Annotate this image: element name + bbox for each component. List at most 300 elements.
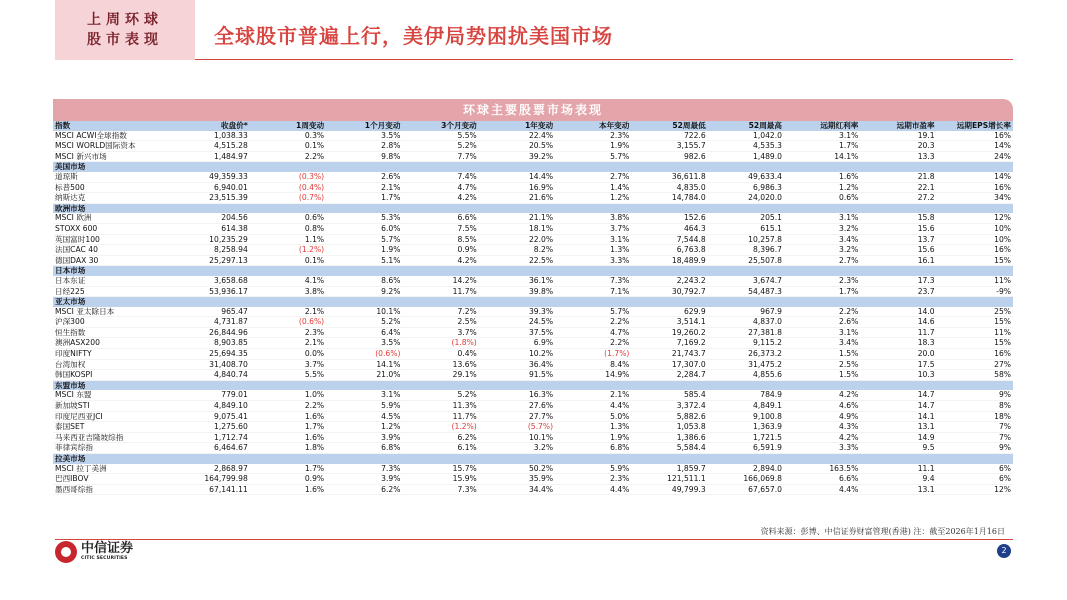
value-cell: 1.9%	[326, 245, 402, 256]
value-cell: 14.1%	[326, 359, 402, 370]
value-cell: 27.7%	[479, 411, 555, 422]
value-cell: 26,373.2	[708, 349, 784, 360]
value-cell: 91.5%	[479, 370, 555, 381]
value-cell: 205.1	[708, 213, 784, 223]
value-cell: 20.3	[860, 141, 936, 152]
value-cell: 1,042.0	[708, 131, 784, 141]
section-label: 欧洲市场	[53, 203, 1013, 213]
value-cell: 50.2%	[479, 464, 555, 474]
value-cell: (0.3%)	[250, 172, 326, 182]
value-cell: 6,591.9	[708, 443, 784, 454]
value-cell: 25,297.13	[174, 255, 250, 266]
value-cell: 2,284.7	[631, 370, 707, 381]
value-cell: 21.6%	[479, 193, 555, 204]
value-cell: 8,396.7	[708, 245, 784, 256]
value-cell: 614.38	[174, 223, 250, 234]
value-cell: 2.8%	[326, 141, 402, 152]
value-cell: 2.2%	[250, 401, 326, 412]
value-cell: 3.4%	[784, 338, 860, 349]
value-cell: 25,694.35	[174, 349, 250, 360]
value-cell: 54,487.3	[708, 286, 784, 297]
table-header-row	[53, 121, 1013, 131]
value-cell: 722.6	[631, 131, 707, 141]
value-cell: 24,020.0	[708, 193, 784, 204]
value-cell: 2.2%	[784, 307, 860, 317]
index-name-cell: MSCI WORLD国际资本	[53, 141, 174, 152]
value-cell: 12%	[937, 484, 1013, 495]
value-cell: 10.1%	[326, 307, 402, 317]
value-cell: 11.3%	[402, 401, 478, 412]
section-row	[53, 203, 1013, 213]
value-cell: 31,408.70	[174, 359, 250, 370]
value-cell: 4,731.87	[174, 317, 250, 328]
value-cell: 9%	[937, 443, 1013, 454]
value-cell: 5.7%	[555, 151, 631, 162]
index-name-cell: 墨西哥综指	[53, 484, 174, 495]
value-cell: 14.7	[860, 390, 936, 400]
value-cell: 3,155.7	[631, 141, 707, 152]
value-cell: 14.4%	[479, 172, 555, 182]
value-cell: 39.3%	[479, 307, 555, 317]
value-cell: 0.9%	[402, 245, 478, 256]
value-cell: 18.1%	[479, 223, 555, 234]
index-name-cell: 印度NIFTY	[53, 349, 174, 360]
logo-chinese-name: 中信证券	[81, 541, 134, 556]
value-cell: 3.1%	[784, 131, 860, 141]
value-cell: 7,169.2	[631, 338, 707, 349]
value-cell: 22.1	[860, 182, 936, 193]
value-cell: 11.7%	[402, 286, 478, 297]
value-cell: 13.1	[860, 484, 936, 495]
value-cell: 164,799.98	[174, 474, 250, 485]
value-cell: 21,743.7	[631, 349, 707, 360]
value-cell: 585.4	[631, 390, 707, 400]
value-cell: 5.5%	[402, 131, 478, 141]
page-number-badge: 2	[997, 544, 1011, 558]
value-cell: 0.6%	[784, 193, 860, 204]
value-cell: 39.8%	[479, 286, 555, 297]
value-cell: 10.3	[860, 370, 936, 381]
column-header: 52周最高	[708, 121, 784, 131]
value-cell: 3.5%	[326, 338, 402, 349]
section-label-box	[55, 0, 195, 60]
value-cell: (0.6%)	[326, 349, 402, 360]
value-cell: 14.0	[860, 307, 936, 317]
value-cell: 204.56	[174, 213, 250, 223]
index-name-cell: 法国CAC 40	[53, 245, 174, 256]
value-cell: 5.2%	[402, 390, 478, 400]
value-cell: 14.2%	[402, 276, 478, 286]
value-cell: 3.7%	[402, 327, 478, 338]
value-cell: 15.7%	[402, 464, 478, 474]
section-label: 东盟市场	[53, 380, 1013, 390]
section-row	[53, 297, 1013, 307]
value-cell: 967.9	[708, 307, 784, 317]
value-cell: 4.1%	[250, 276, 326, 286]
section-label: 亚太市场	[53, 297, 1013, 307]
value-cell: 4.4%	[555, 401, 631, 412]
column-header: 指数	[53, 121, 174, 131]
value-cell: 5.7%	[326, 234, 402, 245]
value-cell: 5.2%	[326, 317, 402, 328]
value-cell: 27,381.8	[708, 327, 784, 338]
section-row	[53, 380, 1013, 390]
value-cell: 14.6	[860, 317, 936, 328]
column-header: 1年变动	[479, 121, 555, 131]
value-cell: 23,515.39	[174, 193, 250, 204]
table-row	[53, 411, 1013, 422]
value-cell: 0.8%	[250, 223, 326, 234]
value-cell: 10,235.29	[174, 234, 250, 245]
value-cell: 34%	[937, 193, 1013, 204]
table-row	[53, 131, 1013, 141]
index-name-cell: MSCI ACWI全球指数	[53, 131, 174, 141]
value-cell: 3,514.1	[631, 317, 707, 328]
index-name-cell: MSCI 欧洲	[53, 213, 174, 223]
value-cell: 2.5%	[402, 317, 478, 328]
value-cell: 53,936.17	[174, 286, 250, 297]
value-cell: 4,837.0	[708, 317, 784, 328]
table-row	[53, 464, 1013, 474]
value-cell: 1.7%	[326, 193, 402, 204]
value-cell: 19.1	[860, 131, 936, 141]
value-cell: 22.0%	[479, 234, 555, 245]
value-cell: 22.4%	[479, 131, 555, 141]
value-cell: 11.7%	[402, 411, 478, 422]
value-cell: 1.4%	[555, 182, 631, 193]
index-name-cell: 恒生指数	[53, 327, 174, 338]
index-name-cell: 澳洲ASX200	[53, 338, 174, 349]
table-row	[53, 213, 1013, 223]
value-cell: 4.2%	[784, 390, 860, 400]
index-name-cell: 菲律宾综指	[53, 443, 174, 454]
value-cell: 4.5%	[326, 411, 402, 422]
value-cell: 4.9%	[784, 411, 860, 422]
value-cell: 6.4%	[326, 327, 402, 338]
column-header: 本年变动	[555, 121, 631, 131]
value-cell: 2.3%	[555, 474, 631, 485]
value-cell: 4,535.3	[708, 141, 784, 152]
value-cell: 6.6%	[402, 213, 478, 223]
value-cell: 3.5%	[326, 131, 402, 141]
value-cell: 14.1%	[784, 151, 860, 162]
value-cell: 29.1%	[402, 370, 478, 381]
table-row	[53, 151, 1013, 162]
value-cell: 4,835.0	[631, 182, 707, 193]
value-cell: 17.3	[860, 276, 936, 286]
value-cell: 7,544.8	[631, 234, 707, 245]
value-cell: 3.1%	[326, 390, 402, 400]
value-cell: 1,721.5	[708, 432, 784, 443]
value-cell: 3,674.7	[708, 276, 784, 286]
value-cell: 0.9%	[250, 474, 326, 485]
value-cell: 2,868.97	[174, 464, 250, 474]
value-cell: 2.1%	[555, 390, 631, 400]
section-row	[53, 266, 1013, 276]
value-cell: 9.4	[860, 474, 936, 485]
column-header: 收盘价*	[174, 121, 250, 131]
footer-divider	[55, 539, 1013, 540]
value-cell: 14%	[937, 141, 1013, 152]
value-cell: 1.6%	[250, 432, 326, 443]
value-cell: 16.1	[860, 255, 936, 266]
index-name-cell: 印度尼西亚JCI	[53, 411, 174, 422]
index-name-cell: 巴西IBOV	[53, 474, 174, 485]
value-cell: 2.2%	[555, 317, 631, 328]
value-cell: 3.2%	[479, 443, 555, 454]
value-cell: 2.7%	[784, 255, 860, 266]
value-cell: 36.4%	[479, 359, 555, 370]
value-cell: 3.2%	[784, 245, 860, 256]
value-cell: 27.6%	[479, 401, 555, 412]
section-label-line2: 股市表现	[87, 32, 163, 48]
value-cell: 1.6%	[250, 411, 326, 422]
value-cell: 4.2%	[402, 193, 478, 204]
value-cell: 27%	[937, 359, 1013, 370]
value-cell: 15.6	[860, 245, 936, 256]
value-cell: (0.6%)	[250, 317, 326, 328]
column-header: 远期市盈率	[860, 121, 936, 131]
value-cell: 121,511.1	[631, 474, 707, 485]
index-name-cell: 沪深300	[53, 317, 174, 328]
value-cell: 1.2%	[555, 193, 631, 204]
value-cell: 6.0%	[326, 223, 402, 234]
table-caption: 环球主要股票市场表现	[53, 99, 1013, 121]
value-cell: 3.1%	[555, 234, 631, 245]
value-cell: 2,243.2	[631, 276, 707, 286]
value-cell: 20.5%	[479, 141, 555, 152]
value-cell: 5.0%	[555, 411, 631, 422]
value-cell: 6,940.01	[174, 182, 250, 193]
value-cell: 4.7%	[555, 327, 631, 338]
value-cell: 4.4%	[784, 484, 860, 495]
value-cell: 5.9%	[555, 464, 631, 474]
value-cell: 2,894.0	[708, 464, 784, 474]
value-cell: 16%	[937, 131, 1013, 141]
value-cell: 2.7%	[555, 172, 631, 182]
value-cell: 31,475.2	[708, 359, 784, 370]
value-cell: 3.7%	[250, 359, 326, 370]
value-cell: 4.2%	[402, 255, 478, 266]
value-cell: 8,258.94	[174, 245, 250, 256]
value-cell: 6%	[937, 474, 1013, 485]
value-cell: 8.2%	[479, 245, 555, 256]
value-cell: 14.1	[860, 411, 936, 422]
source-note: 资料来源：彭博、中信证券财富管理(香港) 注：截至2026年1月16日	[760, 527, 1005, 536]
value-cell: 1.1%	[250, 234, 326, 245]
value-cell: 9%	[937, 390, 1013, 400]
value-cell: 14.7	[860, 401, 936, 412]
value-cell: 25%	[937, 307, 1013, 317]
table-row	[53, 349, 1013, 360]
value-cell: 3.8%	[555, 213, 631, 223]
logo-english-name: CITIC SECURITIES	[81, 556, 128, 561]
value-cell: 1,275.60	[174, 422, 250, 433]
value-cell: 2.6%	[784, 317, 860, 328]
value-cell: 11.1	[860, 464, 936, 474]
value-cell: (1.8%)	[402, 338, 478, 349]
value-cell: 5.3%	[326, 213, 402, 223]
value-cell: 2.2%	[250, 151, 326, 162]
table-row	[53, 234, 1013, 245]
table-row	[53, 390, 1013, 400]
value-cell: 5.7%	[555, 307, 631, 317]
value-cell: 1.7%	[784, 141, 860, 152]
value-cell: 17,307.0	[631, 359, 707, 370]
index-name-cell: 纳斯达克	[53, 193, 174, 204]
value-cell: 1,859.7	[631, 464, 707, 474]
value-cell: 16.3%	[479, 390, 555, 400]
market-table-panel	[53, 99, 1013, 495]
value-cell: 13.6%	[402, 359, 478, 370]
value-cell: 6.8%	[555, 443, 631, 454]
value-cell: 14%	[937, 172, 1013, 182]
value-cell: 9.8%	[326, 151, 402, 162]
value-cell: 22.5%	[479, 255, 555, 266]
page-title: 全球股市普遍上行，美伊局势困扰美国市场	[214, 24, 613, 48]
value-cell: 1,484.97	[174, 151, 250, 162]
value-cell: (1.2%)	[402, 422, 478, 433]
value-cell: 3.3%	[784, 443, 860, 454]
section-label: 美国市场	[53, 162, 1013, 172]
title-divider	[195, 59, 1013, 60]
value-cell: 1,386.6	[631, 432, 707, 443]
value-cell: 1.0%	[250, 390, 326, 400]
value-cell: 163.5%	[784, 464, 860, 474]
table-row	[53, 182, 1013, 193]
value-cell: 8.4%	[555, 359, 631, 370]
value-cell: 58%	[937, 370, 1013, 381]
value-cell: 9,100.8	[708, 411, 784, 422]
value-cell: 2.5%	[784, 359, 860, 370]
value-cell: 14.9%	[555, 370, 631, 381]
value-cell: 15%	[937, 255, 1013, 266]
value-cell: 26,844.96	[174, 327, 250, 338]
value-cell: 8.5%	[402, 234, 478, 245]
value-cell: 6,763.8	[631, 245, 707, 256]
value-cell: 25,507.8	[708, 255, 784, 266]
value-cell: 14.9	[860, 432, 936, 443]
column-header: 1周变动	[250, 121, 326, 131]
value-cell: 10%	[937, 234, 1013, 245]
table-row	[53, 474, 1013, 485]
table-row	[53, 359, 1013, 370]
table-row	[53, 193, 1013, 204]
index-name-cell: MSCI 亚太除日本	[53, 307, 174, 317]
value-cell: 36,611.8	[631, 172, 707, 182]
value-cell: 4,855.6	[708, 370, 784, 381]
value-cell: 8,903.85	[174, 338, 250, 349]
value-cell: 13.1	[860, 422, 936, 433]
value-cell: 6.8%	[326, 443, 402, 454]
value-cell: 6.6%	[784, 474, 860, 485]
value-cell: 13.3	[860, 151, 936, 162]
value-cell: 5,584.4	[631, 443, 707, 454]
value-cell: 36.1%	[479, 276, 555, 286]
value-cell: 5,882.6	[631, 411, 707, 422]
section-label: 拉美市场	[53, 454, 1013, 464]
value-cell: 8.6%	[326, 276, 402, 286]
value-cell: 16%	[937, 182, 1013, 193]
table-row	[53, 223, 1013, 234]
value-cell: 34.4%	[479, 484, 555, 495]
value-cell: 67,141.11	[174, 484, 250, 495]
section-label: 日本市场	[53, 266, 1013, 276]
value-cell: 3.3%	[555, 255, 631, 266]
value-cell: 0.1%	[250, 141, 326, 152]
value-cell: 1,489.0	[708, 151, 784, 162]
value-cell: (1.7%)	[555, 349, 631, 360]
value-cell: 982.6	[631, 151, 707, 162]
value-cell: 1.9%	[555, 141, 631, 152]
value-cell: (1.2%)	[250, 245, 326, 256]
logo-text	[81, 542, 133, 562]
value-cell: 1,712.74	[174, 432, 250, 443]
value-cell: 0.3%	[250, 131, 326, 141]
value-cell: 3.9%	[326, 432, 402, 443]
table-row	[53, 141, 1013, 152]
value-cell: 2.3%	[250, 327, 326, 338]
value-cell: 23.7	[860, 286, 936, 297]
table-row	[53, 401, 1013, 412]
value-cell: 4.2%	[784, 432, 860, 443]
value-cell: 19,260.2	[631, 327, 707, 338]
index-name-cell: 台湾加权	[53, 359, 174, 370]
value-cell: 166,069.8	[708, 474, 784, 485]
value-cell: 6.2%	[326, 484, 402, 495]
value-cell: 1.3%	[555, 422, 631, 433]
value-cell: 4.4%	[555, 484, 631, 495]
value-cell: 15%	[937, 317, 1013, 328]
value-cell: 16%	[937, 349, 1013, 360]
value-cell: 18,489.9	[631, 255, 707, 266]
value-cell: 10%	[937, 223, 1013, 234]
index-name-cell: 韩国KOSPI	[53, 370, 174, 381]
value-cell: 10.2%	[479, 349, 555, 360]
value-cell: 965.47	[174, 307, 250, 317]
value-cell: 1.2%	[326, 422, 402, 433]
value-cell: 3.1%	[784, 213, 860, 223]
value-cell: 1.6%	[784, 172, 860, 182]
value-cell: 615.1	[708, 223, 784, 234]
table-row	[53, 317, 1013, 328]
value-cell: 5.5%	[250, 370, 326, 381]
index-name-cell: MSCI 拉丁美洲	[53, 464, 174, 474]
section-row	[53, 454, 1013, 464]
citic-logo-icon	[55, 541, 77, 563]
value-cell: 2.1%	[250, 307, 326, 317]
value-cell: 9.2%	[326, 286, 402, 297]
index-name-cell: MSCI 新兴市场	[53, 151, 174, 162]
value-cell: 6.1%	[402, 443, 478, 454]
value-cell: 6.9%	[479, 338, 555, 349]
value-cell: 1,038.33	[174, 131, 250, 141]
index-name-cell: 英国富时100	[53, 234, 174, 245]
value-cell: 5.2%	[402, 141, 478, 152]
value-cell: 2.2%	[555, 338, 631, 349]
value-cell: 6,986.3	[708, 182, 784, 193]
value-cell: 8%	[937, 401, 1013, 412]
index-name-cell: MSCI 东盟	[53, 390, 174, 400]
table-row	[53, 327, 1013, 338]
value-cell: 10.1%	[479, 432, 555, 443]
value-cell: 7.7%	[402, 151, 478, 162]
value-cell: 49,799.3	[631, 484, 707, 495]
value-cell: -9%	[937, 286, 1013, 297]
value-cell: 2.3%	[555, 131, 631, 141]
table-row	[53, 255, 1013, 266]
column-header: 远期红利率	[784, 121, 860, 131]
